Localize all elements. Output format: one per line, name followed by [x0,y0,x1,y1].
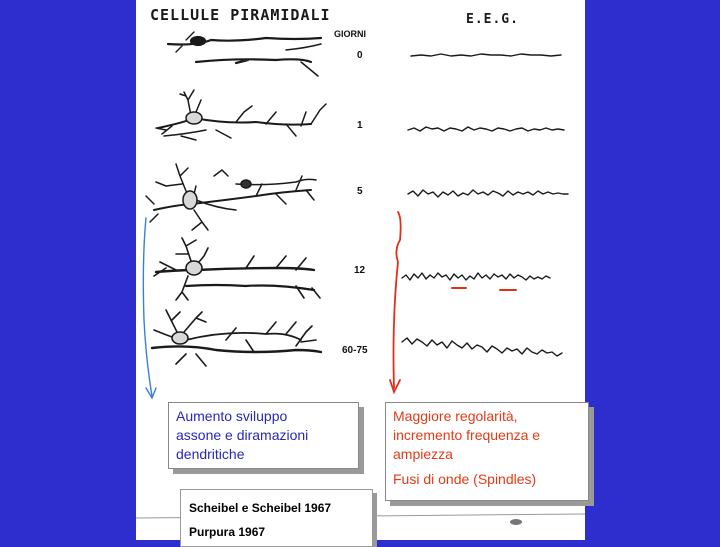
day-label-0: 0 [357,50,363,61]
eeg-trace-day-5 [408,190,568,197]
scan-mark [510,519,522,525]
red-annotation [390,212,516,392]
note-blue-line-1: Aumento sviluppo [176,408,288,424]
eeg-trace-day-1 [408,127,564,131]
eeg-traces [402,54,568,356]
eeg-trace-day-60-75 [402,338,562,356]
note-axon-development [168,402,359,469]
note-red-line-3: ampiezza [393,446,453,462]
day-label-5: 5 [357,186,363,197]
neuron-day-0 [168,32,321,76]
blue-annotation [143,218,156,398]
neuron-day-12 [154,238,320,300]
eeg-trace-day-0 [411,54,561,56]
day-label-12: 12 [354,265,366,276]
neuron-day-5 [146,164,316,230]
days-header: GIORNI [334,29,367,39]
note-blue-line-3: dendritiche [176,446,245,462]
neuron-day-60-75 [152,310,321,366]
eeg-trace-day-12 [402,273,550,280]
note-red-line-2: incremento frequenza e [393,427,541,443]
neuron-day-1 [156,90,326,140]
day-label-60-75: 60-75 [342,345,368,356]
note-red-line-1: Maggiore regolarità, [393,408,518,424]
title-pyramidal-cells: CELLULE PIRAMIDALI [150,6,331,24]
note-eeg-regularity [385,402,589,501]
title-eeg: E.E.G. [466,12,519,27]
day-label-1: 1 [357,120,363,131]
references-box [180,489,373,547]
note-spindles: Fusi di onde (Spindles) [393,471,537,487]
reference-purpura: Purpura 1967 [189,525,266,539]
note-blue-line-2: assone e diramazioni [176,427,309,443]
reference-scheibel: Scheibel e Scheibel 1967 [189,501,332,515]
